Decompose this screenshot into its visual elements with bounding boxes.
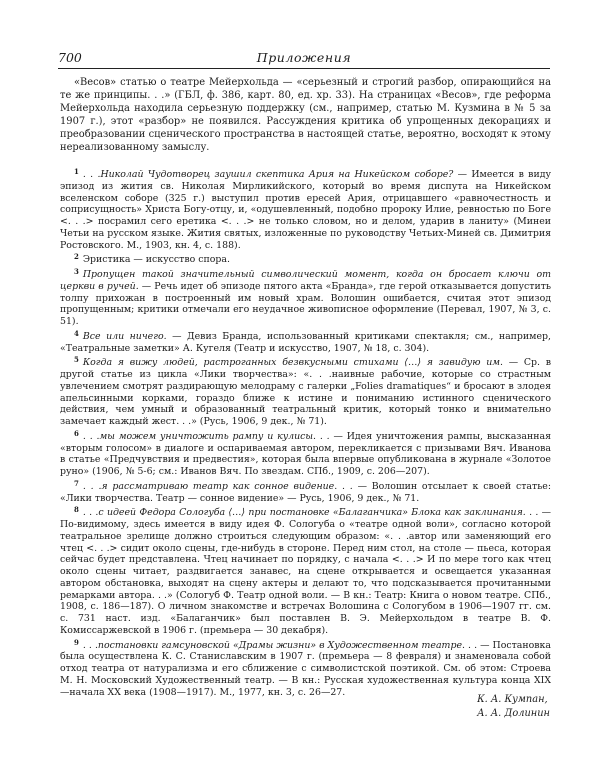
intro-paragraph: «Весов» статью о театре Мейерхольда — «серьезный и строгий разбор, опирающийся на те же принципы. . .» (ГБЛ, ф. 386, карт. 80, ед. хр. 33). На страницах «Весов», где реформа Мейерхольда находила серьезную поддержку (см., например, статью М. Кузмина в № 5 за 1907 г.), этот «разбор» не появился. Рассуждения критика об упрощенных декорациях и преобразовании сценического пространства в настоящей статье, вероятно, восходят к этому нереализованному замыслу.: [60, 77, 551, 153]
footnote-quoted-phrase: . . .с идеей Федора Сологуба ⟨…⟩ при постановке «Балаганчика» Блока как заклинания. . .: [82, 507, 539, 519]
footnote: [60, 478, 551, 505]
footnote-commentary: — Волошин отсылает к своей статье: «Лики творчества. Театр — сонное видение» — Русь, 1906, 9 дек., № 71.: [60, 480, 552, 504]
author-name: К. А. Кумпан,: [477, 694, 548, 705]
running-title: Приложения: [256, 50, 352, 65]
footnote-commentary: — Речь идет об эпизоде пятого акта «Бранда», где герой отказывается допустить толпу прихожан в построенный им новый храм. Волошин ошибается, считая этот эпизод пропущенным; критики отмечали его неудачное живописное оформление (Перевал, 1907, № 3, с. 51).: [60, 280, 551, 327]
page-header: [58, 50, 550, 69]
footnote: [60, 166, 551, 251]
footnote: [60, 266, 551, 328]
footnote-commentary: — Имеется в виду эпизод из жития св. Николая Мирликийского, который во время диспута на Никейском вселенском соборе (325 г.) выступил против ересей Ария, отрицавшего «равночестность и соприсущность» Христа Богу-отцу, и, «одушевленный, подобно пророку Илие, ревностью по Боге <. . .> посрамил сего еретика <. . .> не только словом, но и делом, ударив в ланиту» (Минеи Четьи на русском языке. Жития святых, изложенные по руководству Четьих-Миней св. Димитрия Ростовского. М., 1903, кн. 4, с. 188).: [60, 169, 552, 251]
footnote: [60, 354, 551, 428]
footnote-quoted-phrase: . . .я рассматриваю театр как сонное видение. . .: [82, 480, 353, 492]
footnote-number: 6: [74, 428, 79, 438]
footnote: [60, 251, 551, 266]
footnote-commentary: — Постановка была осуществлена К. С. Станиславским в 1907 г. (премьера — 8 февраля) и знаменовала собой отход театра от натурализма и его сближение с символистской поэтикой. См. об этом: Строева М. Н. Московский Художественный театр. — В кн.: Русская художественная культура конца XIX—начала XX века (1908—1917). М., 1977, кн. 3, с. 26—27.: [60, 639, 551, 698]
main-text-block: [60, 76, 551, 154]
footnote-commentary: — Девиз Бранда, использованный критиками спектакля; см., например, «Театральные заметки» А. Кугеля (Театр и искусство, 1907, № 18, с. 304).: [60, 330, 551, 354]
footnote: [60, 328, 551, 355]
authors-signature: [477, 693, 550, 721]
footnote-quoted-phrase: Пропущен такой значительный символический момент, когда он бросает ключи от церкви в ручей.: [60, 269, 551, 292]
footnote-number: 4: [74, 328, 79, 338]
footnote-number: 5: [74, 355, 79, 365]
footnote: [60, 504, 551, 636]
footnotes-section: [60, 166, 551, 698]
page-number: 700: [58, 50, 82, 65]
footnote-quoted-phrase: . . .Николай Чудотворец заушил скептика Ария на Никейском соборе?: [82, 169, 454, 180]
footnote: [60, 428, 551, 478]
footnote-commentary: Эристика — искусство спора.: [82, 254, 230, 266]
footnote-quoted-phrase: Все или ничего.: [82, 330, 167, 342]
footnote-number: 2: [74, 252, 79, 262]
footnote-quoted-phrase: . . .постановки гамсуновской «Драмы жизни» в Художественном театре. . .: [82, 639, 478, 651]
footnote-commentary: — Идея уничтожения рампы, высказанная «вторым голосом» в диалоге и оспариваемая автором, перекликается с призывами Вяч. Иванова в статье «Предчувствия и предвестия», которая была впервые опубликована в журнале «Золотое руно» (1906, № 5-6; см.: Иванов Вяч. По звездам. СПб., 1909, с. 206—207).: [60, 430, 551, 477]
footnote-commentary: — По-видимому, здесь имеется в виду идея Ф. Сологуба о «театре одной воли», согласно которой театральное зрелище должно строиться следующим образом: «. . .автор или заменяющий его чтец <. . .> сидит около сцены, где-нибудь в стороне. Перед ним стол, на столе — пьеса, которая сейчас будет представлена. Чтец начинает по порядку, с начала <. . .> И по мере того как чтец около сцены читает, раздвигается занавес, на сцене открывается и освещается указанная автором обстановка, выходят на сцену актеры и делают то, что подсказывается прочитанными ремарками автора. . .» (Сологуб Ф. Театр одной воли. — В кн.: Театр: Книга о новом театре. СПб., 1908, с. 186—187). О личном знакомстве и встречах Волошина с Сологубом в 1906—1907 гг. см. с. 731 наст. изд. «Балаганчик» был поставлен В. Э. Мейерхольдом в театре В. Ф. Комиссаржевской в 1906 г. (премьера — 30 декабря).: [60, 507, 551, 636]
footnote-quoted-phrase: Когда я вижу людей, растроганных безвкусными стихами ⟨…⟩ я завидую им.: [82, 357, 503, 369]
footnote-number: 1: [74, 167, 79, 176]
footnote-quoted-phrase: . . .мы можем уничтожить рампу и кулисы. . .: [82, 430, 330, 442]
footnote-number: 9: [74, 637, 79, 647]
footnote-number: 3: [74, 267, 79, 276]
footnote-commentary: — Ср. в другой статье из цикла «Лики творчества»: «. . .наивные рабочие, которые со страстным увлечением смотрят раздирающую мелодраму с галерки „Folies dramatiques“ и бросают в злодея апельсинными корками, гораздо ближе к истине и пониманию истинного сценического действия, чем умный и образованный театральный критик, который тонко и внимательно замечает каждый жест. . .» (Русь, 1906, 9 дек., № 71).: [60, 357, 552, 427]
footnote-number: 7: [74, 478, 79, 488]
footnote-number: 8: [74, 505, 79, 515]
footnote: [60, 637, 551, 699]
author-name: А. А. Долинин: [477, 708, 550, 719]
